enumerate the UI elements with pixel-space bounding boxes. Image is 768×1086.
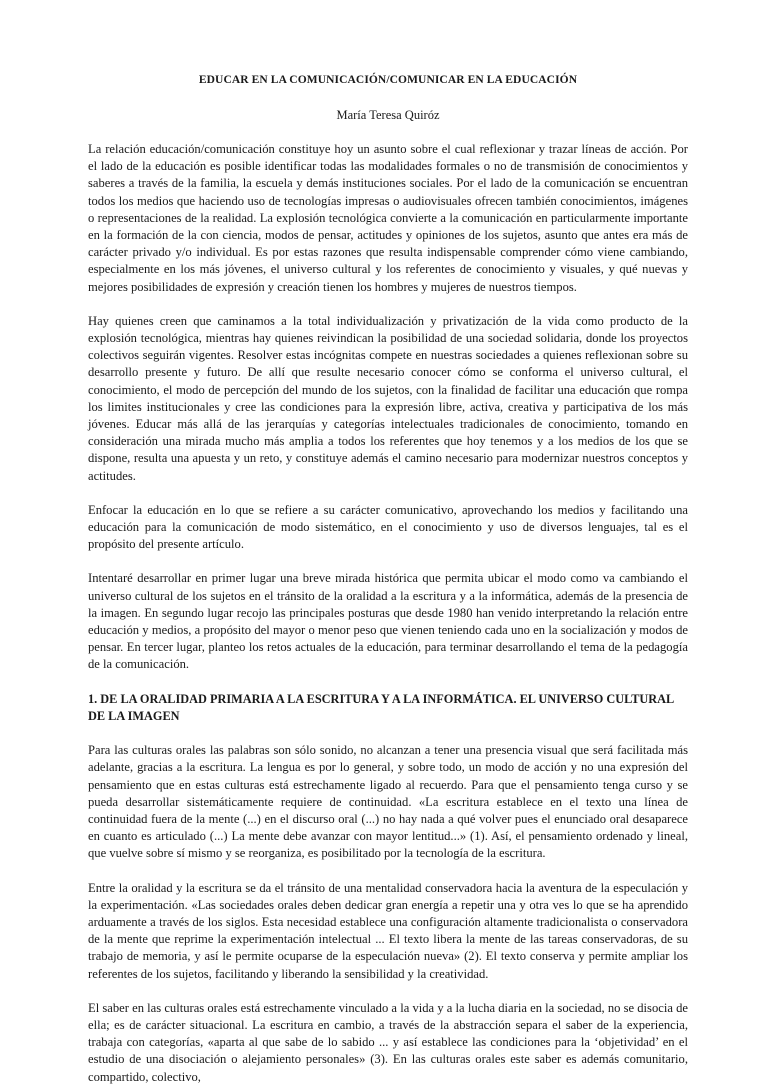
document-author: María Teresa Quiróz — [336, 108, 440, 122]
paragraph: La relación educación/comunicación constituye hoy un asunto sobre el cual reflexionar y trazar líneas de acción. Por el lado de la educación es posible identificar todas las modalidades formales o no de transmisión de conocimientos y saberes a través de la familia, la escuela y demás instituciones sociales. Por el lado de la comunicación se encuentran todos los medios que haciendo uso de tecnologías impresas o audiovisuales ofrecen también conocimientos, imágenes o representaciones de la realidad. La explosión tecnológica convierte a la comunicación en particularmente importante en la formación de la con ciencia, modos de pensar, actitudes y opiniones de los sujetos, asunto que antes era más de carácter privado y/o individual. Es por estas razones que resulta indispensable comprender cómo viene cambiando, especialmente en los más jóvenes, el universo cultural y los referentes de conocimiento y visuales, y qué nuevas y mejores posibilidades de expresión y creación tienen los hombres y mujeres de nuestros tiempos. — [88, 142, 688, 294]
document-title: EDUCAR EN LA COMUNICACIÓN/COMUNICAR EN LA EDUCACIÓN — [198, 74, 578, 86]
paragraph: El saber en las culturas orales está estrechamente vinculado a la vida y a la lucha diaria en la sociedad, no se disocia de ella; es de carácter situacional. La escritura en cambio, a través de la abstracción separa el saber de la experiencia, trabaja con categorías, «aparta al que sabe de lo sabido ... y así establece las condiciones para la ‘objetividad’ en el estudio de una disociación o alejamiento personales» (3). En las culturas orales este saber es además comunitario, compartido, colectivo, — [88, 1000, 688, 1084]
paragraph: Entre la oralidad y la escritura se da el tránsito de una mentalidad conservadora hacia la aventura de la especulación y la experimentación. «Las sociedades orales deben dedicar gran energía a repetir una y otra ves lo que se ha aprendido arduamente a través de los siglos. Esta necesidad establece una configuración altamente tradicionalista o conservadora de la mente que reprime la experimentación intelectual ... El texto libera la mente de las tareas conservadoras, de su trabajo de memoria, y así le permite ocuparse de la especulación nueva» (2). El texto conserva y permite ampliar los referentes de los sujetos, facilitando y liberando la sensibilidad y la creatividad. — [88, 880, 688, 981]
paragraph: Para las culturas orales las palabras son sólo sonido, no alcanzan a tener una presencia visual que será facilitada más adelante, gracias a la escritura. La lengua es por lo general, y sobre todo, un modo de acción y no una expresión del pensamiento que en estas culturas está estrechamente ligado al recuerdo. Para que el pensamiento tenga curso y se pueda desarrollar sistemáticamente requiere de continuidad. «La escritura establece en el texto una línea de continuidad fuera de la mente (...) en el discurso oral (...) no hay nada a qué volver pues el enunciado oral desaparece en cuanto es articulado (...) La mente debe avanzar con mayor lentitud...» (1). Así, el pensamiento ordenado y lineal, que vuelve sobre sí mismo y se reorganiza, es posibilitado por la tecnología de la escritura. — [88, 743, 688, 861]
paragraph: Hay quienes creen que caminamos a la total individualización y privatización de la vida como producto de la explosión tecnológica, mientras hay quienes reivindican la posibilidad de una sociedad solidaria, donde los proyectos colectivos seguirán vigentes. Resolver estas incógnitas compete en nuestras sociedades a quienes reflexionan sobre su desarrollo presente y futuro. De allí que resulte necesario conocer cómo se conforma el universo cultural, el conocimiento, el modo de percepción del mundo de los sujetos, con la finalidad de facilitar una educación que rompa los limites institucionales y cree las condiciones para la expresión libre, activa, creativa y participativa de los más jóvenes. Educar más allá de las jerarquías y categorías intelectuales tradicionales de conocimiento, tomando en consideración una mirada mucho más amplia a todos los referentes que hoy tenemos y a los medios de los que se dispone, resulta una apuesta y un reto, y constituye además el camino necesario para modernizar nuestros conceptos y actitudes. — [88, 313, 688, 483]
paragraph: Intentaré desarrollar en primer lugar una breve mirada histórica que permita ubicar el modo como va cambiando el universo cultural de los sujetos en el tránsito de la oralidad a la escritura y a la informática, además de la presencia de la imagen. En segundo lugar recojo las principales posturas que desde 1980 han venido interpretando la relación entre educación y medios, a propósito del mayor o menor peso que vienen teniendo cada uno en la socialización y modos de pensar. En tercer lugar, planteo los retos actuales de la educación, para terminar desarrollando el tema de la pedagogía de la comunicación. — [88, 571, 688, 672]
paragraph: Enfocar la educación en lo que se refiere a su carácter comunicativo, aprovechando los medios y facilitando una educación para la comunicación de modo sistemático, en el conocimiento y uso de diversos lenguajes, tal es el propósito del presente artículo. — [88, 502, 688, 552]
section-heading: 1. DE LA ORALIDAD PRIMARIA A LA ESCRITURA Y A LA INFORMÁTICA. EL UNIVERSO CULTURAL DE LA IMAGEN — [88, 691, 674, 723]
